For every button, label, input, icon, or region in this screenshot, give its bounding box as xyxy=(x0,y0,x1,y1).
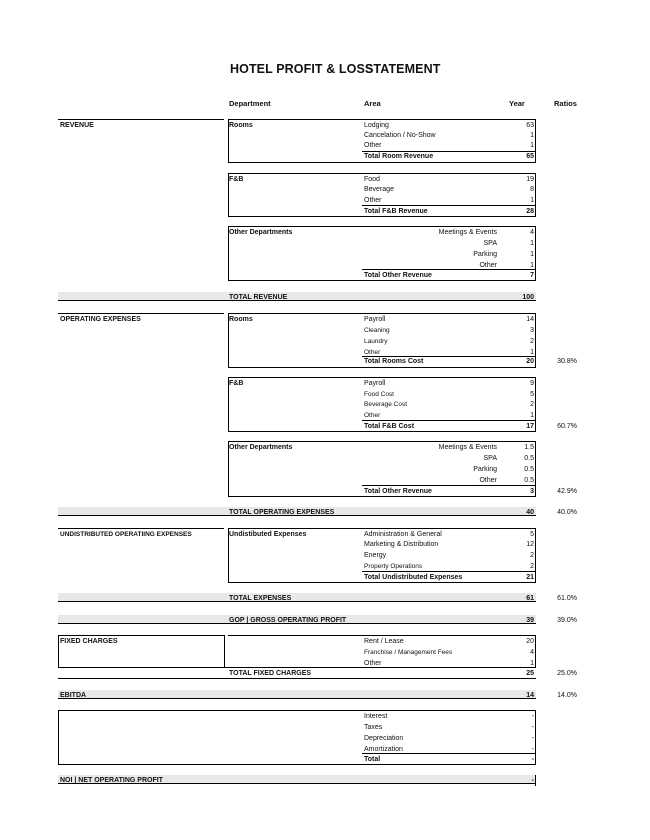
opex-rooms-value: 2 xyxy=(530,338,534,345)
below-ebitda-item: Interest xyxy=(364,713,388,720)
rev-other-item: SPA xyxy=(483,240,497,247)
rule xyxy=(228,367,536,368)
rev-other-item: Meetings & Events xyxy=(438,229,497,236)
undistributed-dept: Undistibuted Expenses xyxy=(229,531,307,538)
opex-other-item: Meetings & Events xyxy=(438,444,497,451)
rev-fb-item: Food xyxy=(364,176,380,183)
opex-rooms-item: Payroll xyxy=(364,316,386,323)
rule xyxy=(228,173,536,174)
opex-fb-total-value: 17 xyxy=(526,423,534,430)
total-expenses-band xyxy=(58,593,536,602)
opex-rooms-value: 14 xyxy=(526,316,534,323)
header-year: Year xyxy=(509,99,525,108)
rev-rooms-value: 63 xyxy=(526,122,534,129)
rule xyxy=(362,571,536,572)
undistributed-item: Marketing & Distribution xyxy=(364,541,439,548)
rule xyxy=(228,582,536,583)
rev-fb-dept: F&B xyxy=(229,176,244,183)
rule xyxy=(228,528,536,529)
undistributed-label: UNDISTRIBUTED OPERATIING EXPENSES xyxy=(60,531,192,538)
total-revenue-value: 100 xyxy=(522,294,534,301)
rev-other-value: 4 xyxy=(530,229,534,236)
rev-other-total-label: Total Other Revenue xyxy=(364,272,432,279)
rule xyxy=(58,710,536,711)
rev-other-item: Other xyxy=(479,262,497,269)
fixed-charges-value: 4 xyxy=(530,649,534,656)
rule xyxy=(58,313,224,314)
opex-other-value: 0.5 xyxy=(524,455,534,462)
header-ratios: Ratios xyxy=(554,99,577,108)
revenue-label-rule xyxy=(58,119,224,120)
rule xyxy=(535,119,536,163)
total-opex-value: 40 xyxy=(526,509,534,516)
rule xyxy=(535,313,536,368)
below-ebitda-total-label: Total xyxy=(364,756,381,763)
opex-fb-ratio: 60.7% xyxy=(557,423,577,430)
opex-rooms-dept: Rooms xyxy=(229,316,253,323)
rev-rooms-item: Cancelation / No-Show xyxy=(364,132,436,139)
rule xyxy=(535,226,536,281)
opex-fb-item: Other xyxy=(364,412,381,419)
opex-fb-dept: F&B xyxy=(229,380,244,387)
undistributed-total-label: Total Undistributed Expenses xyxy=(364,574,463,581)
below-ebitda-value: - xyxy=(531,724,534,731)
opex-other-dept: Other Departments xyxy=(229,444,293,451)
opex-other-item: Other xyxy=(479,477,497,484)
header-department: Department xyxy=(229,99,271,108)
fixed-charges-item: Rent / Lease xyxy=(364,638,404,645)
title-part1: HOTEL PROFIT & LOSS xyxy=(230,62,374,76)
gop-value: 39 xyxy=(526,617,534,624)
rule xyxy=(58,635,59,668)
rev-rooms-item: Other xyxy=(364,142,382,149)
rule xyxy=(362,205,536,206)
rule xyxy=(535,528,536,583)
ebitda-band xyxy=(58,690,536,699)
noi-value: - xyxy=(531,777,534,784)
opex-rooms-item: Cleaning xyxy=(364,327,390,334)
undistributed-value: 12 xyxy=(526,541,534,548)
total-opex-label: TOTAL OPERATING EXPENSES xyxy=(229,509,335,516)
rev-rooms-dept: Rooms xyxy=(229,122,253,129)
rev-other-value: 1 xyxy=(530,240,534,247)
total-revenue-band xyxy=(58,292,536,301)
undistributed-item: Energy xyxy=(364,552,387,559)
rule xyxy=(228,313,536,314)
fixed-charges-value: 20 xyxy=(526,638,534,645)
total-revenue-label: TOTAL REVENUE xyxy=(229,294,288,301)
opex-fb-value: 2 xyxy=(530,401,534,408)
rev-fb-total-value: 28 xyxy=(526,208,534,215)
total-expenses-label: TOTAL EXPENSES xyxy=(229,595,292,602)
opex-other-value: 0.5 xyxy=(524,466,534,473)
revenue-label: REVENUE xyxy=(60,122,94,129)
rev-other-item: Parking xyxy=(473,251,497,258)
rule xyxy=(58,635,224,636)
below-ebitda-value: - xyxy=(531,735,534,742)
opex-fb-value: 1 xyxy=(530,412,534,419)
rule xyxy=(362,753,536,754)
opex-rooms-item: Other xyxy=(364,349,381,356)
below-ebitda-item: Depreciation xyxy=(364,735,404,742)
fixed-charges-label: FIXED CHARGES xyxy=(60,638,118,645)
rule xyxy=(228,635,536,636)
ebitda-label: EBITDA xyxy=(60,692,87,699)
rule xyxy=(535,775,536,786)
rev-other-value: 1 xyxy=(530,262,534,269)
gop-label: GOP | GROSS OPERATING PROFIT xyxy=(229,617,347,624)
rev-rooms-value: 1 xyxy=(530,132,534,139)
below-ebitda-value: - xyxy=(531,746,534,753)
rule xyxy=(58,667,536,668)
opex-fb-value: 9 xyxy=(530,380,534,387)
rule xyxy=(228,377,536,378)
opex-fb-value: 5 xyxy=(530,391,534,398)
fixed-charges-total-label: TOTAL FIXED CHARGES xyxy=(229,670,312,677)
rule xyxy=(224,635,225,668)
undistributed-value: 2 xyxy=(530,563,534,570)
rule xyxy=(362,485,536,486)
opex-other-item: Parking xyxy=(473,466,497,473)
total-opex-ratio: 40.0% xyxy=(557,509,577,516)
rule xyxy=(228,441,536,442)
rev-other-total-value: 7 xyxy=(530,272,534,279)
opex-fb-item: Payroll xyxy=(364,380,386,387)
header-area: Area xyxy=(364,99,381,108)
undistributed-item: Property Operations xyxy=(364,563,423,570)
rule xyxy=(535,173,536,217)
opex-rooms-value: 1 xyxy=(530,349,534,356)
rule xyxy=(228,496,536,497)
opex-other-total-label: Total Other Revenue xyxy=(364,488,432,495)
rev-rooms-item: Lodging xyxy=(364,122,389,129)
opex-rooms-total-label: Total Rooms Cost xyxy=(364,358,424,365)
fixed-charges-value: 1 xyxy=(530,660,534,667)
gop-ratio: 39.0% xyxy=(557,617,577,624)
opex-fb-item: Beverage Cost xyxy=(364,401,407,408)
undistributed-item: Administration & General xyxy=(364,531,442,538)
opex-rooms-ratio: 30.8% xyxy=(557,358,577,365)
rule xyxy=(58,710,59,765)
opex-other-total-value: 3 xyxy=(530,488,534,495)
rev-rooms-total-label: Total Room Revenue xyxy=(364,153,434,160)
rule xyxy=(535,377,536,432)
rule xyxy=(535,635,536,668)
rev-other-value: 1 xyxy=(530,251,534,258)
rule xyxy=(535,441,536,497)
rev-fb-item: Other xyxy=(364,197,382,204)
opex-other-item: SPA xyxy=(483,455,497,462)
opex-other-value: 0.5 xyxy=(524,477,534,484)
rev-fb-item: Beverage xyxy=(364,186,394,193)
opex-rooms-total-value: 20 xyxy=(526,358,534,365)
undistributed-total-value: 21 xyxy=(526,574,534,581)
rule xyxy=(228,280,536,281)
fixed-charges-total-ratio: 25.0% xyxy=(557,670,577,677)
opex-label: OPERATING EXPENSES xyxy=(60,316,141,323)
noi-label: NOI | NET OPERATING PROFIT xyxy=(60,777,163,784)
rule xyxy=(228,119,536,120)
rule xyxy=(362,420,536,421)
opex-fb-total-label: Total F&B Cost xyxy=(364,423,415,430)
rule xyxy=(58,764,536,765)
total-expenses-ratio: 61.0% xyxy=(557,595,577,602)
ebitda-value: 14 xyxy=(526,692,534,699)
below-ebitda-item: Taxes xyxy=(364,724,383,731)
opex-rooms-value: 3 xyxy=(530,327,534,334)
rev-other-dept: Other Departments xyxy=(229,229,293,236)
opex-rooms-item: Laundry xyxy=(364,338,388,345)
opex-fb-item: Food Cost xyxy=(364,391,394,398)
ebitda-ratio: 14.0% xyxy=(557,692,577,699)
rule xyxy=(228,216,536,217)
fixed-charges-total-value: 25 xyxy=(526,670,534,677)
rev-fb-total-label: Total F&B Revenue xyxy=(364,208,428,215)
rule xyxy=(535,710,536,765)
undistributed-value: 2 xyxy=(530,552,534,559)
below-ebitda-value: - xyxy=(531,713,534,720)
title-part2: STATEMENT xyxy=(365,62,441,76)
rule xyxy=(228,162,536,163)
rev-rooms-total-value: 65 xyxy=(526,153,534,160)
rule xyxy=(228,431,536,432)
below-ebitda-item: Amortization xyxy=(364,746,403,753)
opex-other-ratio: 42.9% xyxy=(557,488,577,495)
rev-rooms-value: 1 xyxy=(530,142,534,149)
total-expenses-value: 61 xyxy=(526,595,534,602)
fixed-charges-item: Other xyxy=(364,660,382,667)
rev-fb-value: 1 xyxy=(530,197,534,204)
rev-fb-value: 8 xyxy=(530,186,534,193)
rule xyxy=(58,528,224,529)
rule xyxy=(58,678,536,679)
rule xyxy=(362,269,536,270)
fixed-charges-item: Franchise / Management Fees xyxy=(364,649,453,656)
rule xyxy=(228,226,536,227)
undistributed-value: 5 xyxy=(530,531,534,538)
below-ebitda-total-value: - xyxy=(531,756,534,763)
opex-other-value: 1.5 xyxy=(524,444,534,451)
rev-fb-value: 19 xyxy=(526,176,534,183)
